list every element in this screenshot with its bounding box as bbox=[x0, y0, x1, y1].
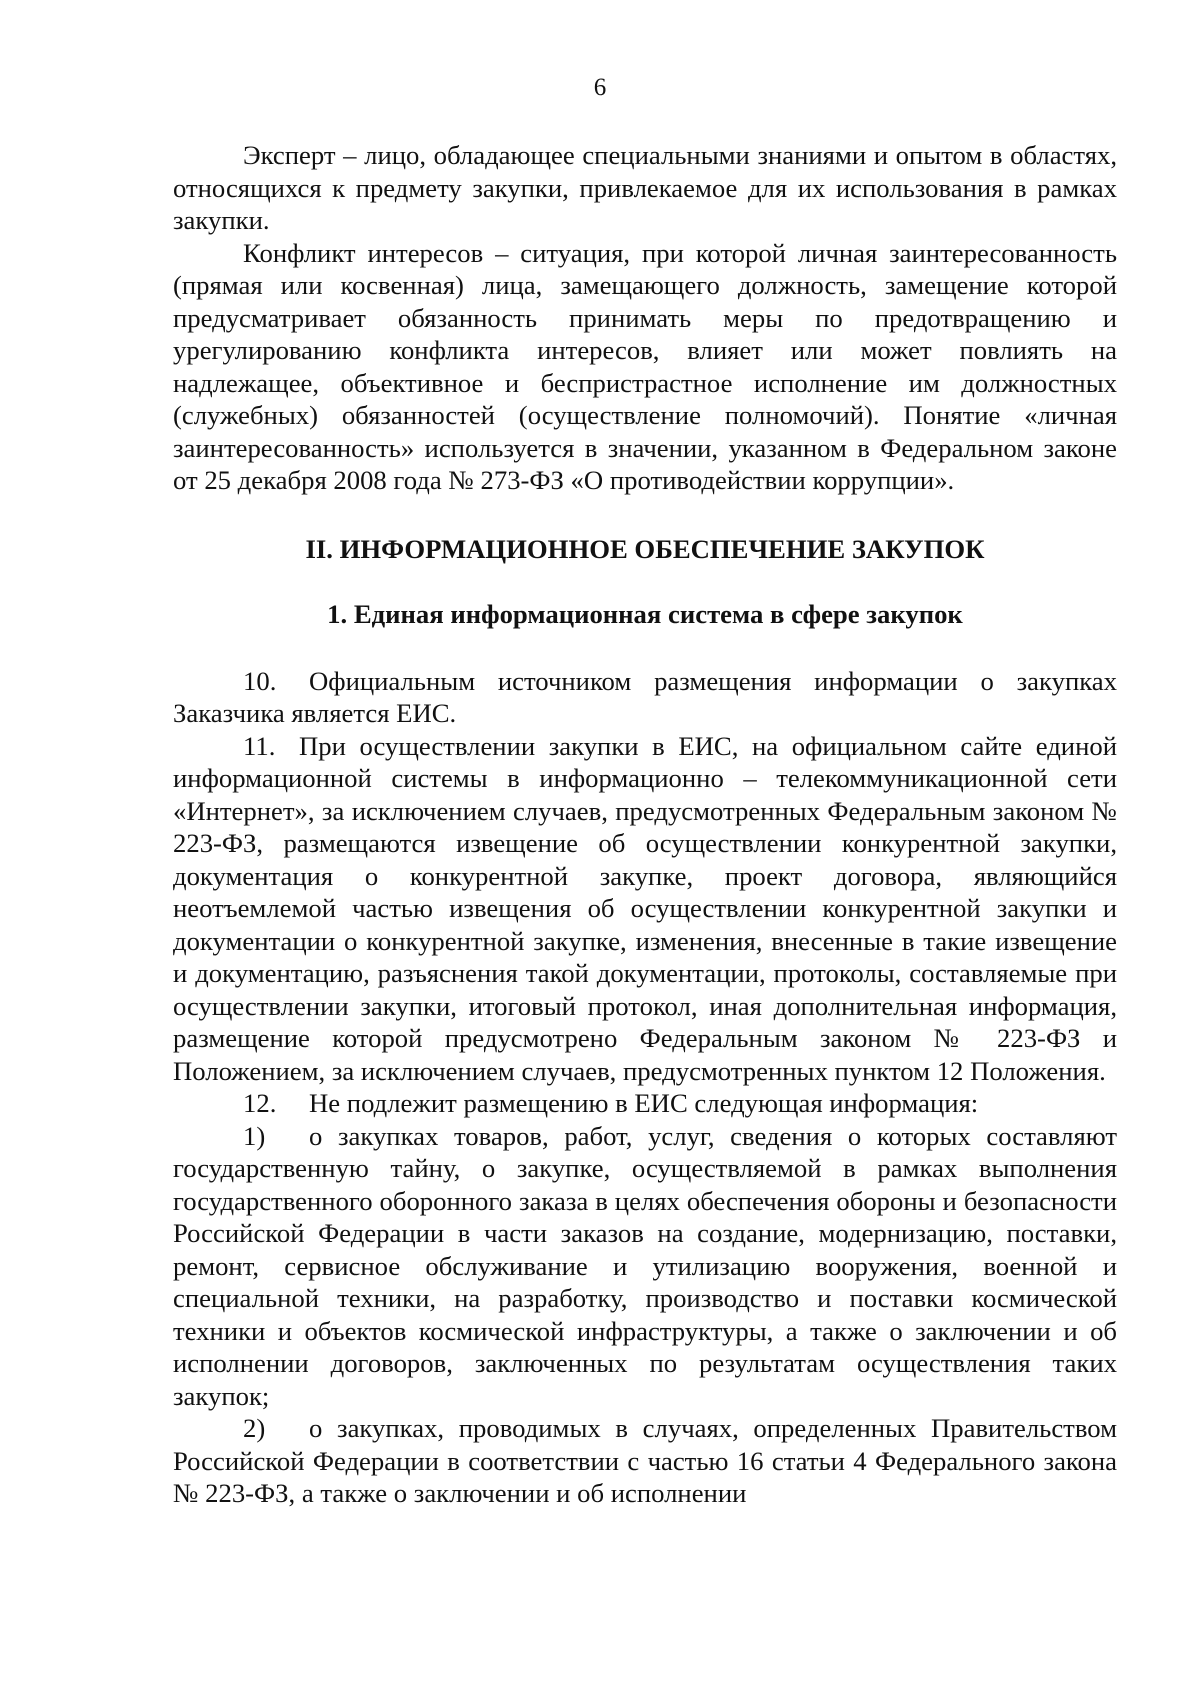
item-text: Не подлежит размещению в ЕИС следующая информация: bbox=[309, 1088, 979, 1118]
item-number: 10. bbox=[243, 665, 277, 696]
paragraph-expert-definition: Эксперт – лицо, обладающее специальными знаниями и опытом в областях, относящихся к предмету закупки, привлекаемое для их использования в рамках закупки. bbox=[173, 140, 1117, 235]
document-body bbox=[173, 139, 1117, 1510]
subsection-title: 1. Единая информационная система в сфере закупок bbox=[327, 599, 963, 629]
page-number: 6 bbox=[593, 74, 607, 101]
sub-item-number: 2) bbox=[243, 1413, 266, 1443]
item-text: Официальным источником размещения информации о закупках Заказчика является ЕИС. bbox=[173, 665, 1117, 728]
item-number: 11. bbox=[243, 730, 276, 761]
sub-item-number: 1) bbox=[243, 1120, 266, 1151]
item-text: При осуществлении закупки в ЕИС, на официальном сайте единой информационной системы в информационно – телекоммуникационной сети «Интернет», за исключением случаев, предусмотренных Федеральным законом № 223-ФЗ, размещаются извещение об осуществлении конкурентной закупки, документация о конкурентной закупке, проект договора, являющийся неотъемлемой частью извещения об осуществлении конкурентной закупки и документации о конкурентной закупке, изменения, внесенные в такие извещение и документацию, разъяснения такой документации, протоколы, составляемые при осуществлении закупки, итоговый протокол, иная дополнительная информация, размещение которой предусмотрено Федеральным законом № 223-ФЗ и Положением, за исключением случаев, предусмотренных пунктом 12 Положения. bbox=[173, 730, 1117, 1086]
paragraph-conflict-of-interest-definition: Конфликт интересов – ситуация, при которой личная заинтересованность (прямая или косвенная) лица, замещающего должность, замещение которой предусматривает обязанность принимать меры по предотвращению и урегулированию конфликта интересов, влияет или может повлиять на надлежащее, объективное и беспристрастное исполнение им должностных (служебных) обязанностей (осуществление полномочий). Понятие «личная заинтересованность» используется в значении, указанном в Федеральном законе от 25 декабря 2008 года № 273-ФЗ «О противодействии коррупции». bbox=[173, 237, 1117, 495]
list-item-12 bbox=[173, 1087, 1117, 1120]
sub-item-text: о закупках товаров, работ, услуг, сведения о которых составляют государственную тайну, о закупке, осуществляемой в рамках выполнения государственного оборонного заказа в целях обеспечения обороны и безопасности Российской Федерации в части заказов на создание, модернизацию, поставки, ремонт, сервисное обслуживание и утилизацию вооружения, военной и специальной техники, на разработку, производство и поставки космической техники и объектов космической инфраструктуры, а также о заключении и об исполнении договоров, заключенных по результатам осуществления таких закупок; bbox=[173, 1120, 1117, 1411]
list-item-10 bbox=[173, 665, 1117, 730]
item-number: 12. bbox=[243, 1088, 277, 1118]
sub-item-text: о закупках, проводимых в случаях, определенных Правительством Российской Федерации в соответствии с частью 16 статьи 4 Федерального закона № 223-ФЗ, а также о заключении и об исполнении bbox=[173, 1413, 1117, 1508]
list-item-11 bbox=[173, 730, 1117, 1088]
sub-list-item-1 bbox=[173, 1120, 1117, 1413]
sub-list-item-2 bbox=[173, 1412, 1117, 1510]
section-title: II. ИНФОРМАЦИОННОЕ ОБЕСПЕЧЕНИЕ ЗАКУПОК bbox=[305, 533, 985, 564]
